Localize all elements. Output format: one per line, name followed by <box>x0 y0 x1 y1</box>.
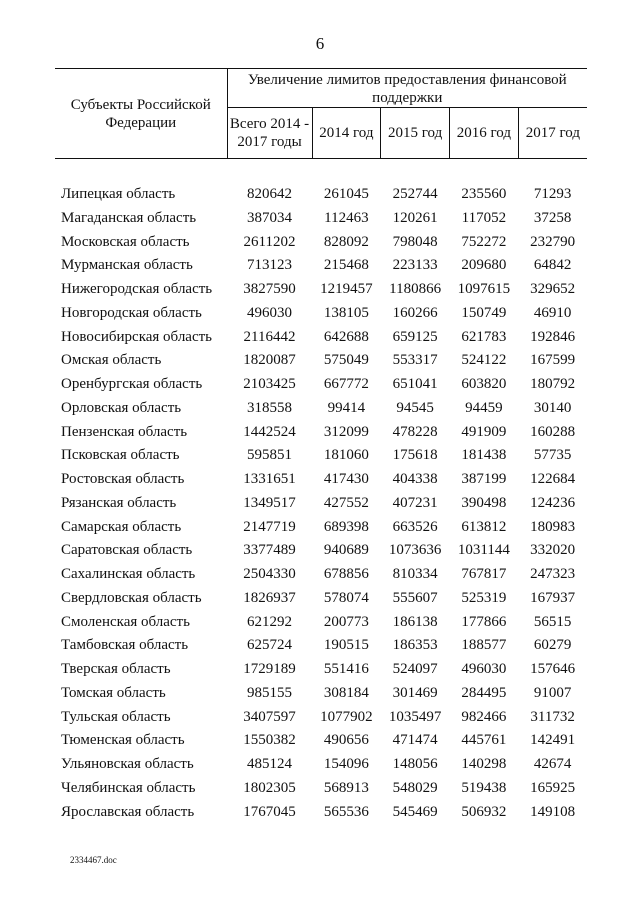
value-cell: 112463 <box>324 209 369 226</box>
region-name: Липецкая область <box>61 186 176 202</box>
value-cell: 1729189 <box>243 661 296 677</box>
value-cell: 150749 <box>461 304 507 321</box>
value-cell: 575049 <box>323 352 369 369</box>
region-name: Тюменская область <box>61 732 185 749</box>
value-cell: 1550382 <box>243 732 296 749</box>
table-row <box>55 397 587 421</box>
value-cell: 2611202 <box>243 233 296 250</box>
value-cell: 387199 <box>461 471 507 487</box>
region-name: Сахалинская область <box>61 566 196 582</box>
value-cell: 148056 <box>392 756 438 772</box>
table-row <box>55 706 587 730</box>
value-cell: 810334 <box>392 566 438 582</box>
value-cell: 71293 <box>533 186 572 202</box>
region-name: Томская область <box>61 684 166 701</box>
value-cell: 56515 <box>533 613 572 630</box>
value-cell: 138105 <box>323 304 369 321</box>
value-cell: 284495 <box>461 684 507 701</box>
value-cell: 407231 <box>392 494 438 511</box>
value-cell: 659125 <box>392 328 438 345</box>
column-header-2015: 2015 год <box>381 108 450 159</box>
value-cell: 42674 <box>533 756 572 772</box>
table-row <box>55 634 587 658</box>
region-name: Магаданская область <box>61 209 197 226</box>
value-cell: 312099 <box>323 423 369 440</box>
subject-column-header: Субъекты Российской Федерации <box>55 69 227 159</box>
value-cell: 445761 <box>461 732 507 749</box>
value-cell: 3827590 <box>243 281 296 297</box>
value-cell: 247323 <box>530 566 576 582</box>
value-cell: 798048 <box>392 233 438 250</box>
region-name: Оренбургская область <box>61 376 203 392</box>
region-name: Тульская область <box>61 708 171 725</box>
value-cell: 496030 <box>247 304 292 321</box>
value-cell: 485124 <box>247 756 292 772</box>
value-cell: 140298 <box>461 756 507 772</box>
value-cell: 91007 <box>533 684 572 701</box>
value-cell: 678856 <box>323 566 369 582</box>
value-cell: 667772 <box>323 376 369 392</box>
value-cell: 157646 <box>530 661 576 677</box>
value-cell: 2103425 <box>243 376 296 392</box>
value-cell: 46910 <box>533 304 572 321</box>
value-cell: 642688 <box>323 328 369 345</box>
region-name: Мурманская область <box>61 257 193 274</box>
value-cell: 186138 <box>392 613 438 630</box>
value-cell: 1442524 <box>243 423 296 440</box>
table-row <box>55 421 587 445</box>
value-cell: 235560 <box>461 186 507 202</box>
value-cell: 404338 <box>392 471 438 487</box>
value-cell: 490656 <box>323 732 369 749</box>
value-cell: 767817 <box>461 566 507 582</box>
value-cell: 200773 <box>323 613 369 630</box>
value-cell: 387034 <box>247 209 292 226</box>
table-body <box>55 159 587 825</box>
column-header-2017: 2017 год <box>518 108 587 159</box>
region-name: Тамбовская область <box>61 637 189 654</box>
value-cell: 181438 <box>461 447 507 464</box>
value-cell: 60279 <box>533 637 572 654</box>
value-cell: 215468 <box>323 257 369 274</box>
table-row <box>55 777 587 801</box>
value-cell: 1097615 <box>457 281 511 297</box>
value-cell: 1767045 <box>243 803 296 820</box>
value-cell: 551416 <box>323 661 369 677</box>
region-name: Нижегородская область <box>61 281 213 297</box>
value-cell: 621292 <box>247 613 292 630</box>
value-cell: 1073636 <box>388 542 442 559</box>
value-cell: 175618 <box>392 447 438 464</box>
page-number: 6 <box>315 34 325 53</box>
limits-table <box>55 68 587 824</box>
table-row <box>55 302 587 326</box>
value-cell: 820642 <box>247 186 292 202</box>
value-cell: 252744 <box>392 186 438 202</box>
region-name: Свердловская область <box>61 589 202 606</box>
value-cell: 555607 <box>392 589 438 606</box>
document-reference: 2334467.doc <box>70 855 117 865</box>
value-cell: 165925 <box>530 779 576 796</box>
value-cell: 181060 <box>323 447 369 464</box>
value-cell: 578074 <box>323 589 369 606</box>
value-cell: 232790 <box>530 233 576 250</box>
value-cell: 752272 <box>461 233 507 250</box>
table-row <box>55 254 587 278</box>
table-row <box>55 611 587 635</box>
value-cell: 261045 <box>323 186 369 202</box>
value-cell: 180983 <box>530 518 576 535</box>
table-row <box>55 183 587 207</box>
value-cell: 167937 <box>530 589 576 606</box>
table-row <box>55 278 587 302</box>
value-cell: 548029 <box>392 779 438 796</box>
value-cell: 713123 <box>247 257 292 274</box>
value-cell: 1331651 <box>243 471 296 487</box>
value-cell: 940689 <box>323 542 369 559</box>
value-cell: 565536 <box>323 803 369 820</box>
value-cell: 568913 <box>323 779 369 796</box>
value-cell: 663526 <box>392 518 438 535</box>
region-name: Челябинская область <box>61 779 196 796</box>
value-cell: 318558 <box>247 399 292 416</box>
value-cell: 209680 <box>461 257 507 274</box>
value-cell: 621783 <box>461 328 507 345</box>
region-name: Смоленская область <box>61 613 190 630</box>
column-header-2014: 2014 год <box>312 108 381 159</box>
value-cell: 985155 <box>247 684 292 701</box>
value-cell: 223133 <box>392 257 438 274</box>
table-row <box>55 326 587 350</box>
value-cell: 37258 <box>533 209 572 226</box>
table-row <box>55 349 587 373</box>
value-cell: 3407597 <box>243 708 296 725</box>
value-cell: 496030 <box>461 661 507 677</box>
table-row <box>55 207 587 231</box>
value-cell: 117052 <box>461 209 507 226</box>
value-cell: 417430 <box>323 471 369 487</box>
value-cell: 57735 <box>533 447 572 464</box>
table-row <box>55 468 587 492</box>
table-row <box>55 801 587 825</box>
region-name: Ростовская область <box>61 471 185 487</box>
value-cell: 519438 <box>461 779 507 796</box>
value-cell: 160288 <box>530 423 576 440</box>
value-cell: 478228 <box>392 423 438 440</box>
value-cell: 1031144 <box>457 542 510 559</box>
value-cell: 308184 <box>323 684 369 701</box>
table-row <box>55 753 587 777</box>
region-name: Новосибирская область <box>61 328 213 345</box>
value-cell: 613812 <box>461 518 507 535</box>
region-name: Московская область <box>61 233 190 250</box>
value-cell: 120261 <box>392 209 438 226</box>
value-cell: 427552 <box>323 494 369 511</box>
value-cell: 94459 <box>465 399 503 416</box>
value-cell: 390498 <box>461 494 507 511</box>
value-cell: 828092 <box>323 233 369 250</box>
value-cell: 1820087 <box>243 352 296 369</box>
value-cell: 311732 <box>530 708 575 725</box>
value-cell: 188577 <box>461 637 507 654</box>
value-cell: 180792 <box>530 376 576 392</box>
column-header-2016: 2016 год <box>450 108 519 159</box>
region-name: Пензенская область <box>61 423 188 440</box>
value-cell: 1826937 <box>243 589 296 606</box>
region-name: Омская область <box>61 352 162 369</box>
value-cell: 689398 <box>323 518 369 535</box>
value-cell: 192846 <box>530 328 576 345</box>
value-cell: 94545 <box>396 399 434 416</box>
value-cell: 1035497 <box>388 708 442 725</box>
value-cell: 524097 <box>392 661 438 677</box>
value-cell: 506932 <box>461 803 507 820</box>
value-cell: 30140 <box>533 399 572 416</box>
value-cell: 332020 <box>530 542 576 559</box>
value-cell: 471474 <box>392 732 438 749</box>
region-name: Новгородская область <box>61 304 202 321</box>
value-cell: 603820 <box>461 376 507 392</box>
value-cell: 142491 <box>530 732 576 749</box>
value-cell: 64842 <box>533 257 572 274</box>
region-name: Ярославская область <box>61 803 195 820</box>
table-row <box>55 373 587 397</box>
table-row <box>55 444 587 468</box>
value-cell: 99414 <box>327 399 366 416</box>
value-cell: 524122 <box>461 352 507 369</box>
table-row <box>55 231 587 255</box>
region-name: Орловская область <box>61 399 182 416</box>
value-cell: 190515 <box>323 637 369 654</box>
value-cell: 154096 <box>323 756 369 772</box>
value-cell: 301469 <box>392 684 438 701</box>
table-row <box>55 516 587 540</box>
value-cell: 167599 <box>530 352 576 369</box>
table-row <box>55 658 587 682</box>
header-spacer <box>55 159 587 184</box>
value-cell: 329652 <box>530 281 576 297</box>
value-cell: 2147719 <box>243 518 296 535</box>
table-row <box>55 563 587 587</box>
value-cell: 186353 <box>392 637 438 654</box>
region-name: Саратовская область <box>61 542 193 559</box>
value-cell: 651041 <box>392 376 438 392</box>
region-name: Тверская область <box>61 661 171 677</box>
value-cell: 553317 <box>392 352 438 369</box>
value-cell: 545469 <box>392 803 438 820</box>
table-row <box>55 587 587 611</box>
value-cell: 1180866 <box>389 281 442 297</box>
region-name: Рязанская область <box>61 494 177 511</box>
value-cell: 625724 <box>247 637 292 654</box>
value-cell: 2504330 <box>243 566 296 582</box>
value-cell: 1802305 <box>243 779 296 796</box>
region-name: Ульяновская область <box>61 756 194 772</box>
value-cell: 177866 <box>461 613 507 630</box>
table-row <box>55 682 587 706</box>
value-cell: 525319 <box>461 589 507 606</box>
value-cell: 2116442 <box>243 328 296 345</box>
table-row <box>55 539 587 563</box>
group-header: Увеличение лимитов предоставления финансовой поддержки <box>227 69 587 108</box>
region-name: Самарская область <box>61 518 182 535</box>
value-cell: 3377489 <box>243 542 296 559</box>
table-row <box>55 729 587 753</box>
value-cell: 1219457 <box>320 281 373 297</box>
value-cell: 1077902 <box>320 708 373 725</box>
region-name: Псковская область <box>61 447 180 464</box>
value-cell: 124236 <box>530 494 576 511</box>
value-cell: 149108 <box>530 803 576 820</box>
column-header-total: Всего 2014 - 2017 годы <box>227 108 312 159</box>
value-cell: 122684 <box>530 471 576 487</box>
value-cell: 595851 <box>247 447 292 464</box>
table-row <box>55 492 587 516</box>
value-cell: 1349517 <box>243 494 296 511</box>
value-cell: 491909 <box>461 423 507 440</box>
value-cell: 982466 <box>461 708 507 725</box>
value-cell: 160266 <box>392 304 438 321</box>
